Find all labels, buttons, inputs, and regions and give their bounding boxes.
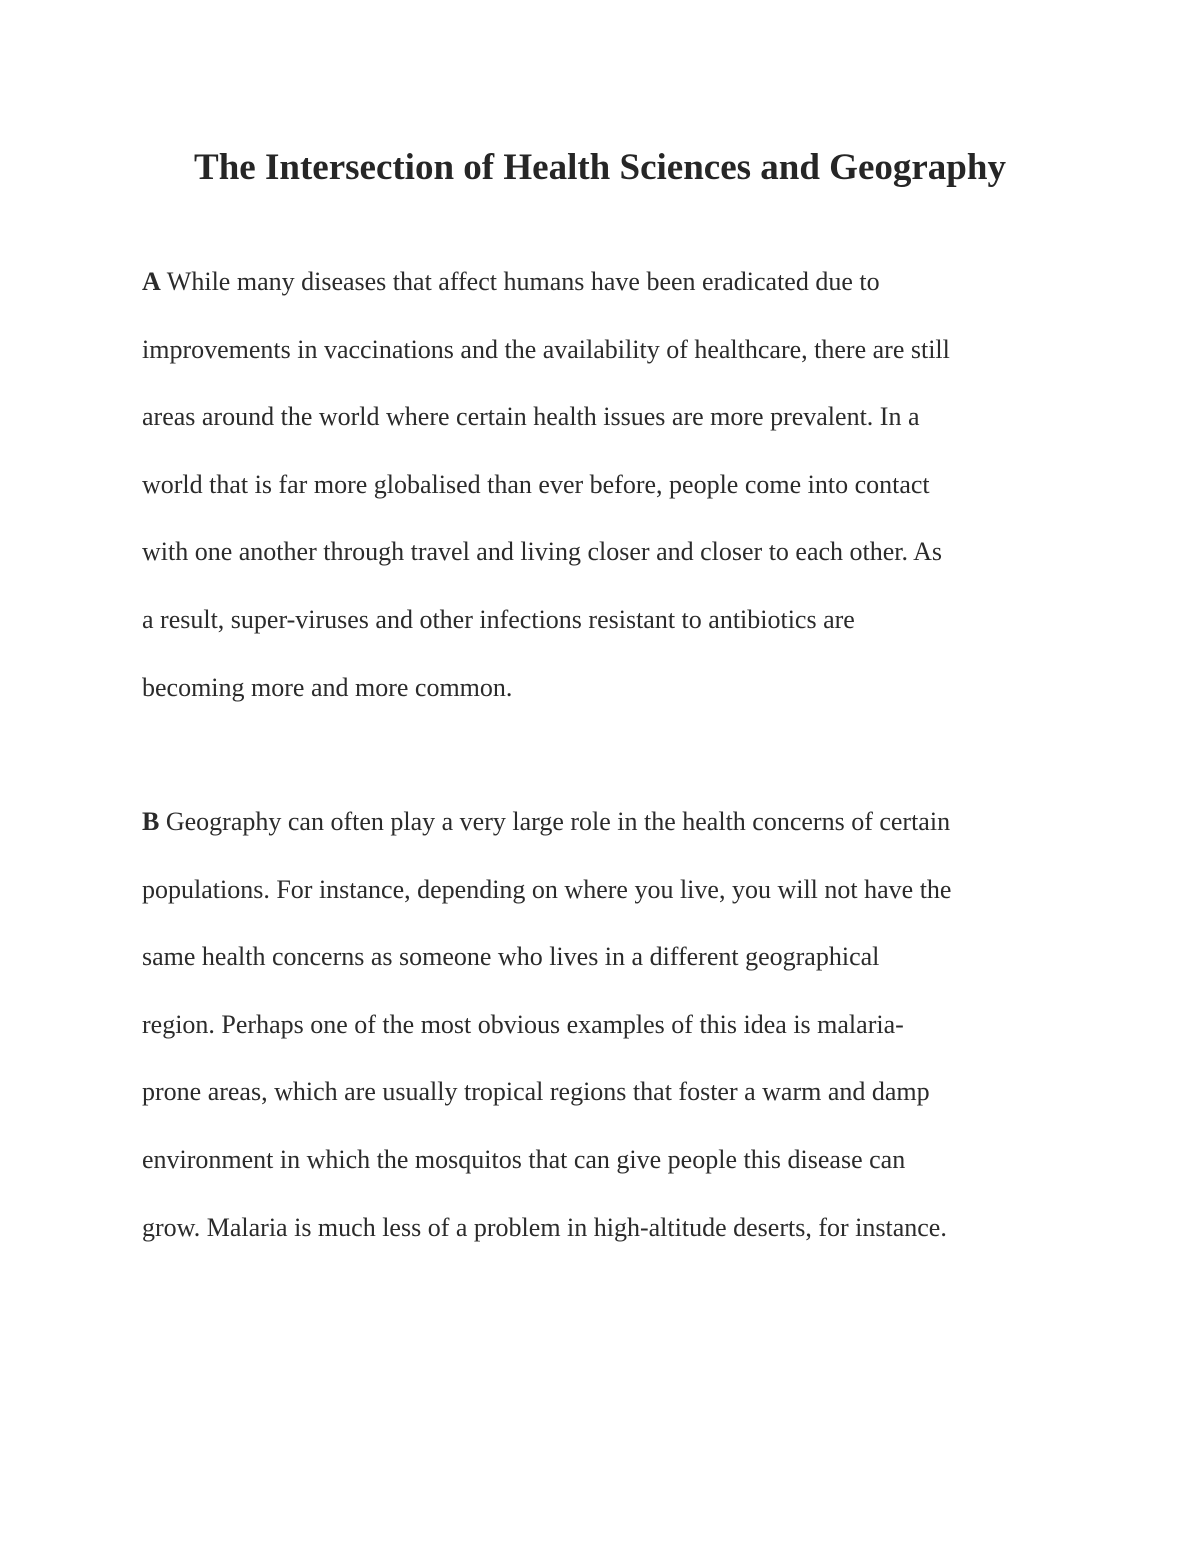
- page-title: The Intersection of Health Sciences and Geography: [194, 147, 1006, 188]
- paragraph-line: grow. Malaria is much less of a problem in high-altitude deserts, for instance.: [142, 1212, 947, 1242]
- paragraph-line: same health concerns as someone who lives in a different geographical: [142, 942, 880, 972]
- paragraph-line: [142, 788, 1082, 856]
- paragraph-line: environment in which the mosquitos that can give people this disease can: [142, 1144, 906, 1174]
- paragraph-line: [142, 248, 1082, 316]
- paragraph-line: populations. For instance, depending on where you live, you will not have the: [142, 874, 952, 904]
- paragraph-a: [142, 248, 1082, 721]
- paragraph-b: [142, 788, 1082, 1261]
- line-text: Geography can often play a very large role in the health concerns of certain: [159, 807, 951, 836]
- paragraph-line: world that is far more globalised than ever before, people come into contact: [142, 469, 930, 499]
- paragraph-marker: A: [142, 267, 161, 296]
- paragraph-line: a result, super-viruses and other infections resistant to antibiotics are: [142, 604, 855, 634]
- paragraph-line: areas around the world where certain health issues are more prevalent. In a: [142, 402, 920, 432]
- paragraph-line: improvements in vaccinations and the availability of healthcare, there are still: [142, 334, 950, 364]
- line-text: While many diseases that affect humans have been eradicated due to: [160, 267, 880, 296]
- paragraph-line: prone areas, which are usually tropical regions that foster a warm and damp: [142, 1077, 930, 1107]
- paragraph-line: region. Perhaps one of the most obvious examples of this idea is malaria-: [142, 1009, 904, 1039]
- paragraph-marker: B: [142, 807, 160, 836]
- paragraph-line: with one another through travel and living closer and closer to each other. As: [142, 537, 942, 567]
- paragraph-line: becoming more and more common.: [142, 672, 513, 702]
